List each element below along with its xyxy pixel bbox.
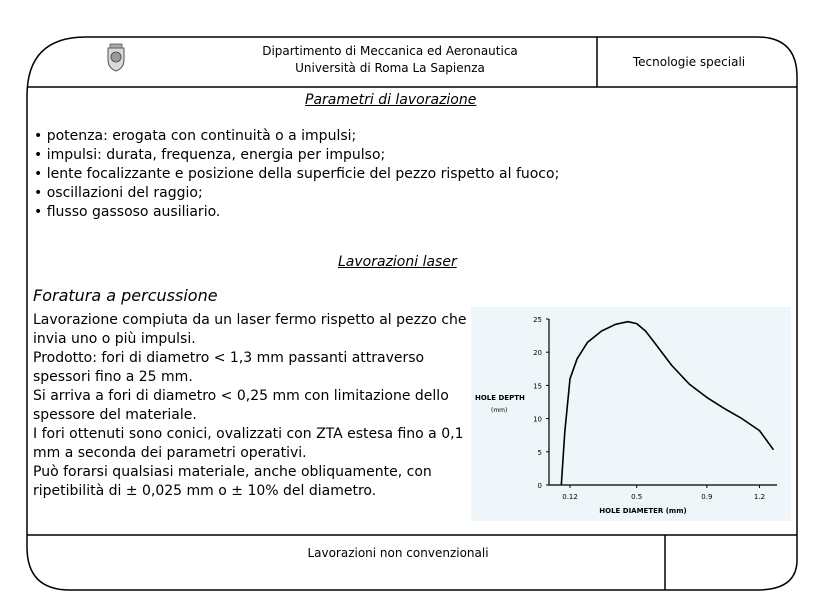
header-institution [200, 43, 580, 77]
list-item: • oscillazioni del raggio; [34, 184, 559, 203]
text-line: Prodotto: fori di diametro < 1,3 mm passanti attraverso [33, 350, 425, 366]
section-title-parameters: Parametri di lavorazione [305, 92, 477, 108]
text-line: Lavorazione compiuta da un laser fermo rispetto al pezzo che [33, 312, 467, 328]
subheading-percussion-drilling: Foratura a percussione [33, 286, 218, 305]
text-line: ripetibilità di ± 0,025 mm o ± 10% del diametro. [33, 483, 377, 499]
x-axis-label: HOLE DIAMETER (mm) [599, 507, 687, 515]
y-tick-label: 5 [537, 448, 542, 457]
x-tick-label: 1.2 [753, 493, 766, 501]
text-line: spessore del materiale. [33, 407, 197, 423]
university-seal-icon [106, 42, 126, 72]
text-line: Può forarsi qualsiasi materiale, anche obliquamente, con [33, 464, 432, 480]
y-axis-label: HOLE DEPTH [475, 394, 525, 402]
text-line: Si arriva a fori di diametro < 0,25 mm con limitazione dello [33, 388, 449, 404]
y-tick-label: 0 [537, 482, 542, 490]
parameters-list [34, 127, 559, 222]
text-line: I fori ottenuti sono conici, ovalizzati con ZTA estesa fino a 0,1 [33, 426, 464, 442]
y-axis-unit: (mm) [491, 407, 508, 414]
footer-title: Lavorazioni non convenzionali [307, 546, 489, 560]
x-tick-label: 0.12 [562, 493, 578, 501]
y-tick-label: 10 [533, 415, 542, 424]
list-item: • lente focalizzante e posizione della superficie del pezzo rispetto al fuoco; [34, 165, 559, 184]
department-name: Dipartimento di Meccanica ed Aeronautica [262, 44, 518, 58]
section-title-laser: Lavorazioni laser [338, 254, 457, 270]
text-line: invia uno o più impulsi. [33, 331, 196, 347]
y-tick-label: 20 [533, 349, 542, 358]
x-tick-label: 0.5 [631, 493, 643, 501]
list-item: • flusso gassoso ausiliario. [34, 203, 559, 222]
x-tick-label: 0.9 [701, 493, 713, 501]
university-name: Università di Roma La Sapienza [295, 61, 485, 75]
list-item: • potenza: erogata con continuità o a impulsi; [34, 127, 559, 146]
chart-background [471, 307, 791, 521]
y-tick-label: 25 [533, 316, 542, 324]
hole-depth-chart [471, 307, 791, 521]
y-tick-label: 15 [533, 382, 542, 391]
description-paragraph [33, 311, 473, 501]
list-item: • impulsi: durata, frequenza, energia per impulso; [34, 146, 559, 165]
course-name: Tecnologie speciali [632, 55, 746, 69]
text-line: mm a seconda dei parametri operativi. [33, 445, 307, 461]
text-line: spessori fino a 25 mm. [33, 369, 193, 385]
